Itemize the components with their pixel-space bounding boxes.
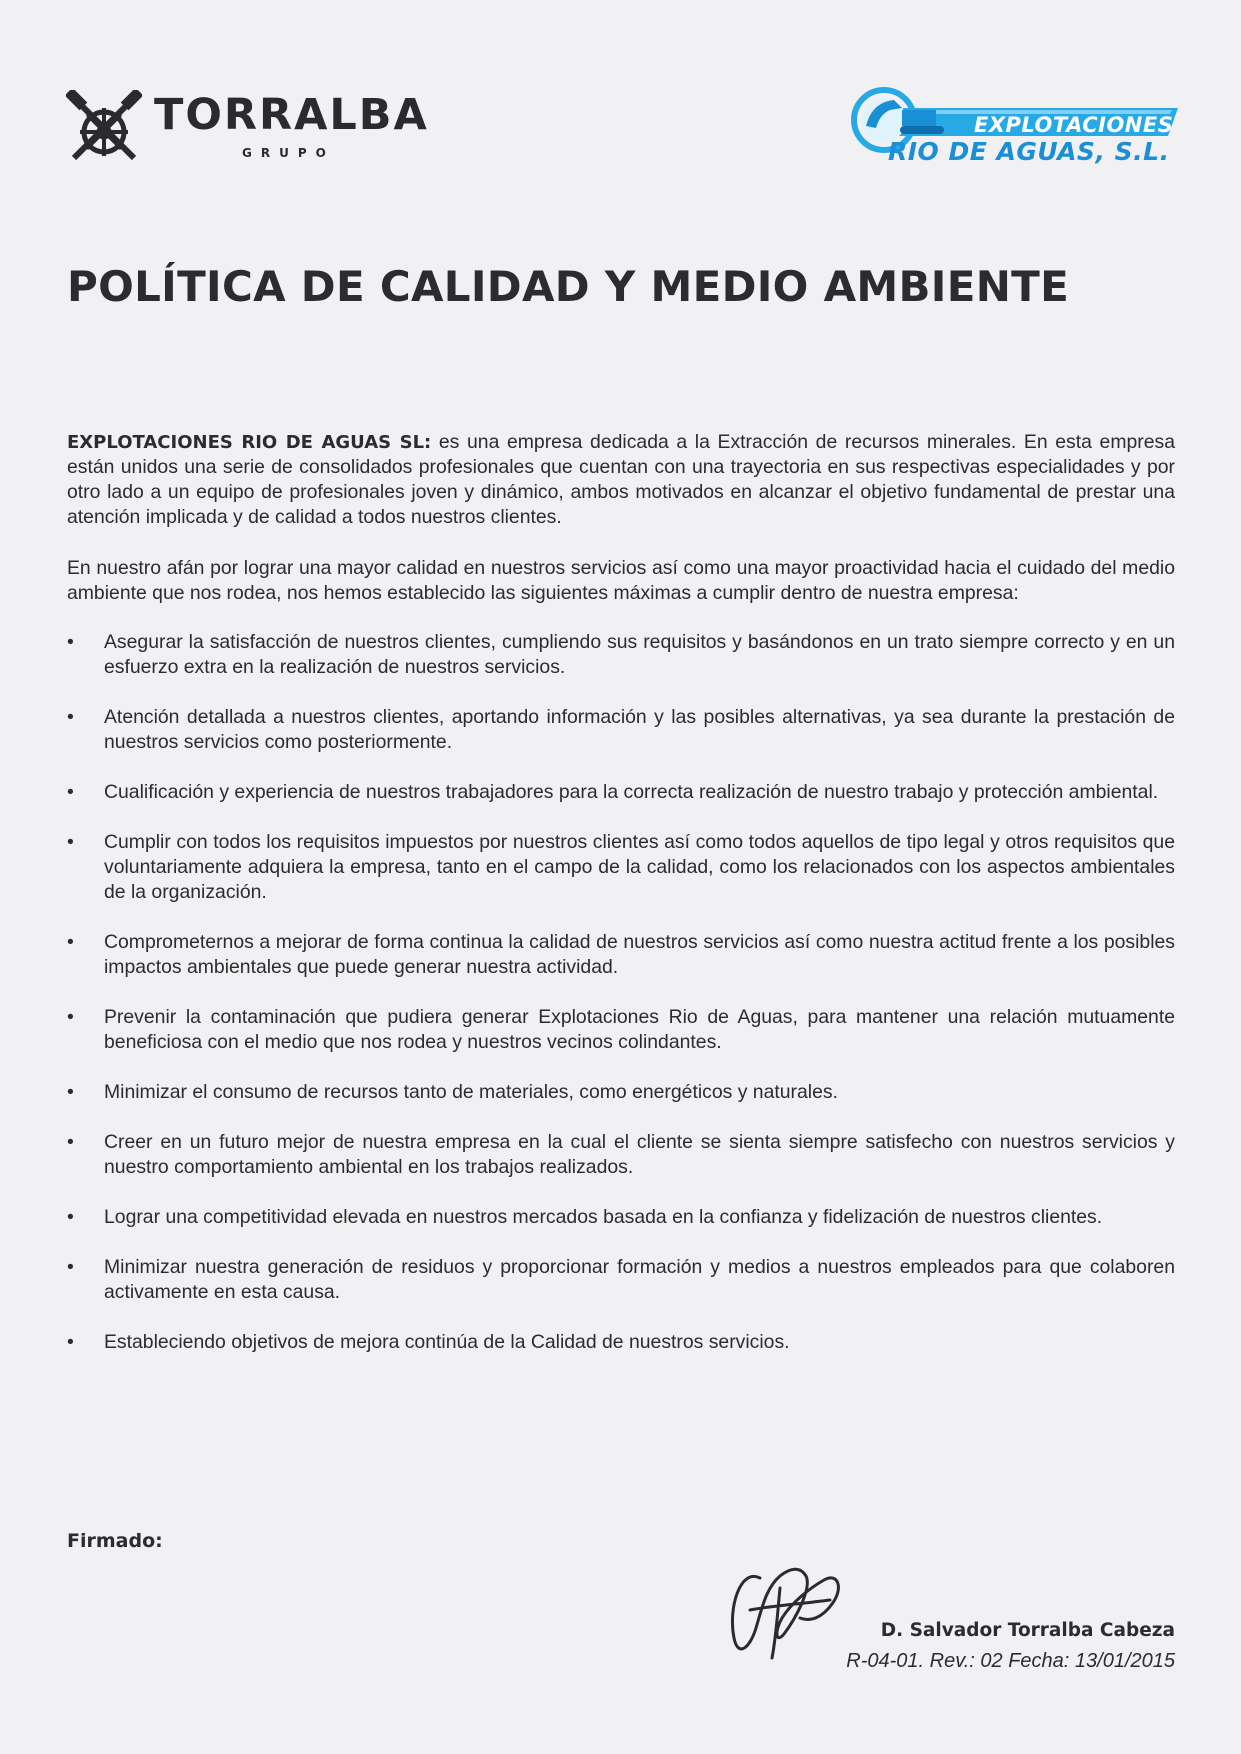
bullet-icon: • bbox=[67, 1131, 74, 1153]
rio-de-aguas-line2: RIO DE AGUAS, S.L. bbox=[888, 137, 1170, 166]
list-item-text: Comprometernos a mejorar de forma continua la calidad de nuestros servicios así como nuestra actitud frente a los posibles impactos ambientales que puede generar nuestra actividad. bbox=[104, 931, 1175, 978]
list-item bbox=[67, 830, 1175, 905]
signer-name: D. Salvador Torralba Cabeza bbox=[880, 1620, 1175, 1641]
bullet-icon: • bbox=[67, 1206, 74, 1228]
list-item-text: Atención detallada a nuestros clientes, aportando información y las posibles alternativas, ya sea durante la prestación de nuestros servicios como posteriormente. bbox=[104, 706, 1175, 753]
list-item-text: Cumplir con todos los requisitos impuestos por nuestros clientes así como todos aquellos de tipo legal y otros requisitos que voluntariamente adquiera la empresa, tanto en el campo de la calidad, como los relacionados con los aspectos ambientales de la organización. bbox=[104, 831, 1175, 903]
intro-paragraph bbox=[67, 430, 1175, 530]
intro-lead: EXPLOTACIONES RIO DE AGUAS SL: bbox=[67, 432, 432, 453]
list-item bbox=[67, 1080, 1175, 1105]
list-item bbox=[67, 930, 1175, 980]
torralba-wordmark: TORRALBA bbox=[154, 90, 429, 140]
list-item-text: Cualificación y experiencia de nuestros trabajadores para la correcta realización de nuestro trabajo y protección ambiental. bbox=[104, 781, 1159, 803]
bullet-icon: • bbox=[67, 1331, 74, 1353]
list-item-text: Minimizar el consumo de recursos tanto de materiales, como energéticos y naturales. bbox=[104, 1081, 838, 1103]
bullet-icon: • bbox=[67, 831, 74, 853]
list-item bbox=[67, 705, 1175, 755]
bullet-icon: • bbox=[67, 781, 74, 803]
list-item bbox=[67, 630, 1175, 680]
list-item bbox=[67, 780, 1175, 805]
bullet-icon: • bbox=[67, 1006, 74, 1028]
bullet-icon: • bbox=[67, 631, 74, 653]
torralba-logo bbox=[66, 90, 429, 170]
rio-de-aguas-line1: EXPLOTACIONES bbox=[974, 113, 1174, 137]
rio-de-aguas-logo bbox=[842, 80, 1182, 170]
miner-hammers-wheel-icon bbox=[66, 90, 142, 166]
list-item-text: Creer en un futuro mejor de nuestra empresa en la cual el cliente se sienta siempre satisfecho con nuestros servicios y nuestro comportamiento ambiental en los trabajos realizados. bbox=[104, 1131, 1175, 1178]
bullet-icon: • bbox=[67, 1081, 74, 1103]
signature-icon bbox=[720, 1548, 850, 1668]
list-item-text: Estableciendo objetivos de mejora continúa de la Calidad de nuestros servicios. bbox=[104, 1331, 790, 1353]
list-item-text: Asegurar la satisfacción de nuestros clientes, cumpliendo sus requisitos y basándonos en un trato siempre correcto y en un esfuerzo extra en la realización de nuestros servicios. bbox=[104, 631, 1175, 678]
page-title: POLÍTICA DE CALIDAD Y MEDIO AMBIENTE bbox=[67, 262, 1070, 311]
signed-label: Firmado: bbox=[67, 1530, 163, 1552]
list-item bbox=[67, 1255, 1175, 1305]
list-item bbox=[67, 1205, 1175, 1230]
document-reference: R-04-01. Rev.: 02 Fecha: 13/01/2015 bbox=[846, 1650, 1175, 1672]
list-item bbox=[67, 1330, 1175, 1355]
policy-paragraph: En nuestro afán por lograr una mayor calidad en nuestros servicios así como una mayor proactividad hacia el cuidado del medio ambiente que nos rodea, nos hemos establecido las siguientes máximas a cumplir dentro de nuestra empresa: bbox=[67, 557, 1175, 604]
intro-text: es una empresa dedicada a la Extracción de recursos minerales. En esta empresa están unidos una serie de consolidados profesionales que cuentan con una trayectoria en sus respectivas especialidades y por otro lado a un equipo de profesionales joven y dinámico, ambos motivados en alcanzar el objetivo fundamental de prestar una atención implicada y de calidad a todos nuestros clientes. bbox=[67, 431, 1175, 528]
policy-list bbox=[67, 630, 1175, 1380]
list-item bbox=[67, 1130, 1175, 1180]
list-item-text: Prevenir la contaminación que pudiera generar Explotaciones Rio de Aguas, para mantener una relación mutuamente beneficiosa con el medio que nos rodea y nuestros vecinos colindantes. bbox=[104, 1006, 1175, 1053]
torralba-subtitle: GRUPO bbox=[242, 146, 335, 160]
list-item-text: Minimizar nuestra generación de residuos y proporcionar formación y medios a nuestros empleados para que colaboren activamente en esta causa. bbox=[104, 1256, 1175, 1303]
list-item-text: Lograr una competitividad elevada en nuestros mercados basada en la confianza y fidelización de nuestros clientes. bbox=[104, 1206, 1103, 1228]
bullet-icon: • bbox=[67, 706, 74, 728]
bullet-icon: • bbox=[67, 1256, 74, 1278]
bullet-icon: • bbox=[67, 931, 74, 953]
list-item bbox=[67, 1005, 1175, 1055]
